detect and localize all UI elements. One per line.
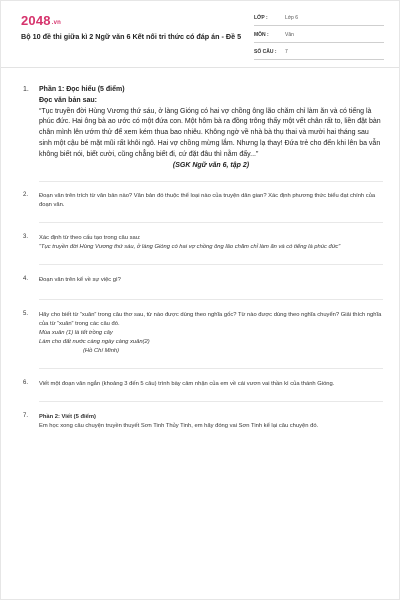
meta-row-class [254,10,384,26]
meta-value: Văn [285,31,294,38]
poem-line: Mùa xuân (1) là tết trồng cây [39,330,113,337]
meta-label: MÔN : [254,31,269,38]
question-text: Xác định từ theo cấu tạo trong câu sau: [39,235,141,242]
question-5 [21,311,383,356]
question-7 [21,413,383,431]
question-3 [21,234,383,252]
question-number: 1. [23,86,29,93]
logo-suffix: .vn [51,20,62,26]
question-4 [21,276,383,285]
meta-row-subject [254,27,384,43]
meta-panel [254,10,384,61]
question-6 [21,380,383,389]
meta-row-count [254,44,384,60]
question-number: 3. [23,234,29,241]
logo-main: 2048 [21,13,51,28]
reading-intro: Đọc văn bản sau: [39,96,97,104]
meta-value: 7 [285,48,288,55]
reading-passage: “Tục truyền đời Hùng Vương thứ sáu, ở làng Gióng có hai vợ chồng ông lão chăm chỉ làm ăn và có tiếng là phúc đức. Hai ông bà ao ước có một đứa con. Một hôm bà ra đồng trông thấy một vết chân rất to, liền đặt bàn chân mình lên ướm thử để xem kém thua bao nhiêu. Không ngờ về nhà bà thụ thai và mười hai tháng sau sinh một cậu bé mặt mũi rất khôi ngô. Hai vợ chồng mừng lắm. Nhưng lạ thay! Đứa trẻ cho đến khi lên ba vẫn không biết nói, biết cười, cũng chẳng biết đi, cứ đặt đâu thì nằm đấy...” [39,107,381,158]
poem-source: (Hồ Chí Minh) [83,348,120,355]
question-number: 2. [23,192,29,199]
question-text: Hãy cho biết từ “xuân” trong câu thơ sau, từ nào được dùng theo nghĩa gốc? Từ nào được dùng theo nghĩa chuyển? Giải thích nghĩa của từ “xuân” trong các câu đó. [39,312,382,328]
question-number: 7. [23,413,29,420]
question-number: 6. [23,380,29,387]
question-text: Viết một đoạn văn ngắn (khoảng 3 đến 5 câu) trình bày cảm nhận của em về cái vươn vai thần kì của thánh Gióng. [39,381,335,388]
document-title: Bộ 10 đề thi giữa kì 2 Ngữ văn 6 Kết nối tri thức có đáp án - Đề 5 [21,32,242,41]
part-heading: Phần 2: Viết (5 điểm) [39,414,96,421]
part-heading: Phần 1: Đọc hiểu (5 điểm) [39,86,125,93]
page-header [1,1,399,68]
question-2 [21,192,383,210]
question-number: 4. [23,276,29,283]
meta-label: LỚP : [254,14,268,21]
meta-value: Lớp 6 [285,14,299,21]
meta-label: SỐ CÂU : [254,48,277,55]
question-quote: “Tục truyền đời Hùng Vương thứ sáu, ở làng Gióng có hai vợ chồng ông lão chăm chỉ làm ăn và có tiếng là phúc đức” [39,244,341,251]
poem-line: Làm cho đất nước càng ngày càng xuân(2) [39,339,150,346]
question-number: 5. [23,311,29,318]
passage-source: (SGK Ngữ văn 6, tập 2) [172,161,250,169]
question-1 [21,85,383,171]
question-list [21,85,383,431]
question-text: Đoạn văn trên trích từ văn bản nào? Văn bản đó thuộc thể loại nào của truyện dân gian? Xác định phương thức biểu đạt chính của đoạn văn. [39,193,376,209]
question-text: Đoạn văn trên kể về sự việc gì? [39,277,121,284]
site-logo[interactable] [21,13,61,28]
question-text: Em học xong câu chuyện truyền thuyết Sơn Tinh Thủy Tinh, em hãy đóng vai Sơn Tinh kể lại câu chuyện đó. [39,423,319,430]
